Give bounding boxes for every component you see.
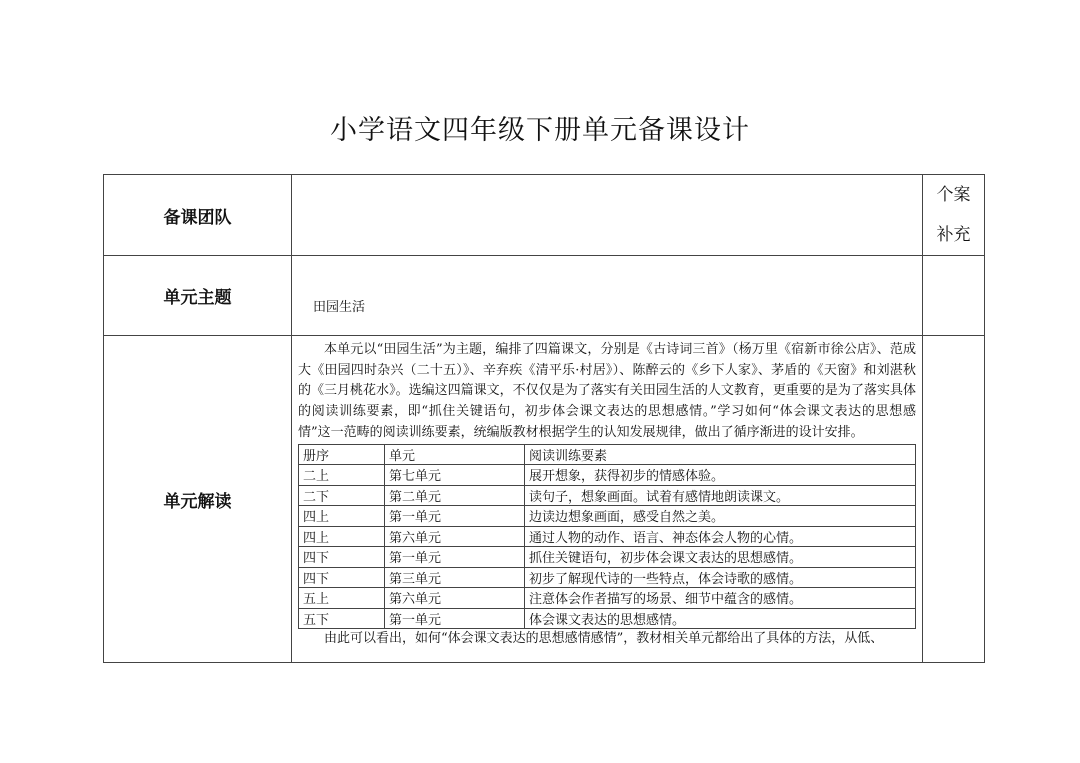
header-unit: 单元 (385, 444, 525, 465)
reading-table-header (299, 444, 916, 465)
team-value-cell (292, 175, 923, 256)
cell-unit: 第二单元 (385, 485, 525, 506)
reading-table-row (299, 588, 916, 609)
cell-volume: 五上 (299, 588, 385, 609)
theme-value: 田园生活 (292, 256, 923, 336)
cell-element: 初步了解现代诗的一些特点，体会诗歌的感情。 (525, 567, 916, 588)
cell-volume: 二下 (299, 485, 385, 506)
reading-content (292, 336, 923, 663)
header-element: 阅读训练要素 (525, 444, 916, 465)
reading-table-row (299, 567, 916, 588)
cell-unit: 第七单元 (385, 465, 525, 486)
reading-table-row (299, 547, 916, 568)
cell-unit: 第六单元 (385, 526, 525, 547)
page-title: 小学语文四年级下册单元备课设计 (330, 115, 750, 146)
cell-element: 注意体会作者描写的场景、细节中蕴含的感情。 (525, 588, 916, 609)
cell-unit: 第一单元 (385, 608, 525, 629)
theme-extra-cell (923, 256, 985, 336)
cell-unit: 第一单元 (385, 506, 525, 527)
cell-volume: 二上 (299, 465, 385, 486)
cell-unit: 第三单元 (385, 567, 525, 588)
reading-label: 单元解读 (104, 336, 292, 663)
cell-element: 展开想象，获得初步的情感体验。 (525, 465, 916, 486)
reading-table-row (299, 526, 916, 547)
cell-element: 通过人物的动作、语言、神态体会人物的心情。 (525, 526, 916, 547)
cell-volume: 五下 (299, 608, 385, 629)
extra-label-line1: 个案 (936, 185, 971, 205)
reading-table-row (299, 608, 916, 629)
cell-element: 抓住关键语句，初步体会课文表达的思想感情。 (525, 547, 916, 568)
cell-volume: 四上 (299, 526, 385, 547)
header-volume: 册序 (299, 444, 385, 465)
cell-volume: 四上 (299, 506, 385, 527)
reading-outro: 由此可以看出，如何“体会课文表达的思想感情感情”，教材相关单元都给出了具体的方法，从低、 (324, 631, 884, 647)
team-label: 备课团队 (104, 175, 292, 256)
extra-header-cell (923, 175, 985, 256)
cell-unit: 第一单元 (385, 547, 525, 568)
cell-volume: 四下 (299, 567, 385, 588)
theme-row (104, 256, 985, 336)
cell-element: 边读边想象画面，感受自然之美。 (525, 506, 916, 527)
lesson-plan-table (103, 174, 985, 663)
theme-label: 单元主题 (104, 256, 292, 336)
reading-table-row (299, 485, 916, 506)
reading-extra-cell (923, 336, 985, 663)
team-row (104, 175, 985, 256)
reading-row (104, 336, 985, 663)
reading-table-row (299, 506, 916, 527)
reading-elements-table (298, 444, 916, 630)
cell-volume: 四下 (299, 547, 385, 568)
reading-table-row (299, 465, 916, 486)
extra-label-line2: 补充 (936, 225, 971, 245)
cell-element: 体会课文表达的思想感情。 (525, 608, 916, 629)
cell-unit: 第六单元 (385, 588, 525, 609)
reading-intro: 本单元以“田园生活”为主题，编排了四篇课文，分别是《古诗词三首》（杨万里《宿新市徐公店》、范成大《田园四时杂兴（二十五）》、辛弃疾《清平乐·村居》）、陈醉云的《乡下人家》、茅盾的《天窗》和刘湛秋的《三月桃花水》。选编这四篇课文，不仅仅是为了落实有关田园生活的人文教育，更重要的是为了落实具体的阅读训练要素，即“抓住关键语句，初步体会课文表达的思想感情。”学习如何“体会课文表达的思想感情”这一范畴的阅读训练要素，统编版教材根据学生的认知发展规律，做出了循序渐进的设计安排。 (298, 342, 916, 440)
cell-element: 读句子，想象画面。试着有感情地朗读课文。 (525, 485, 916, 506)
